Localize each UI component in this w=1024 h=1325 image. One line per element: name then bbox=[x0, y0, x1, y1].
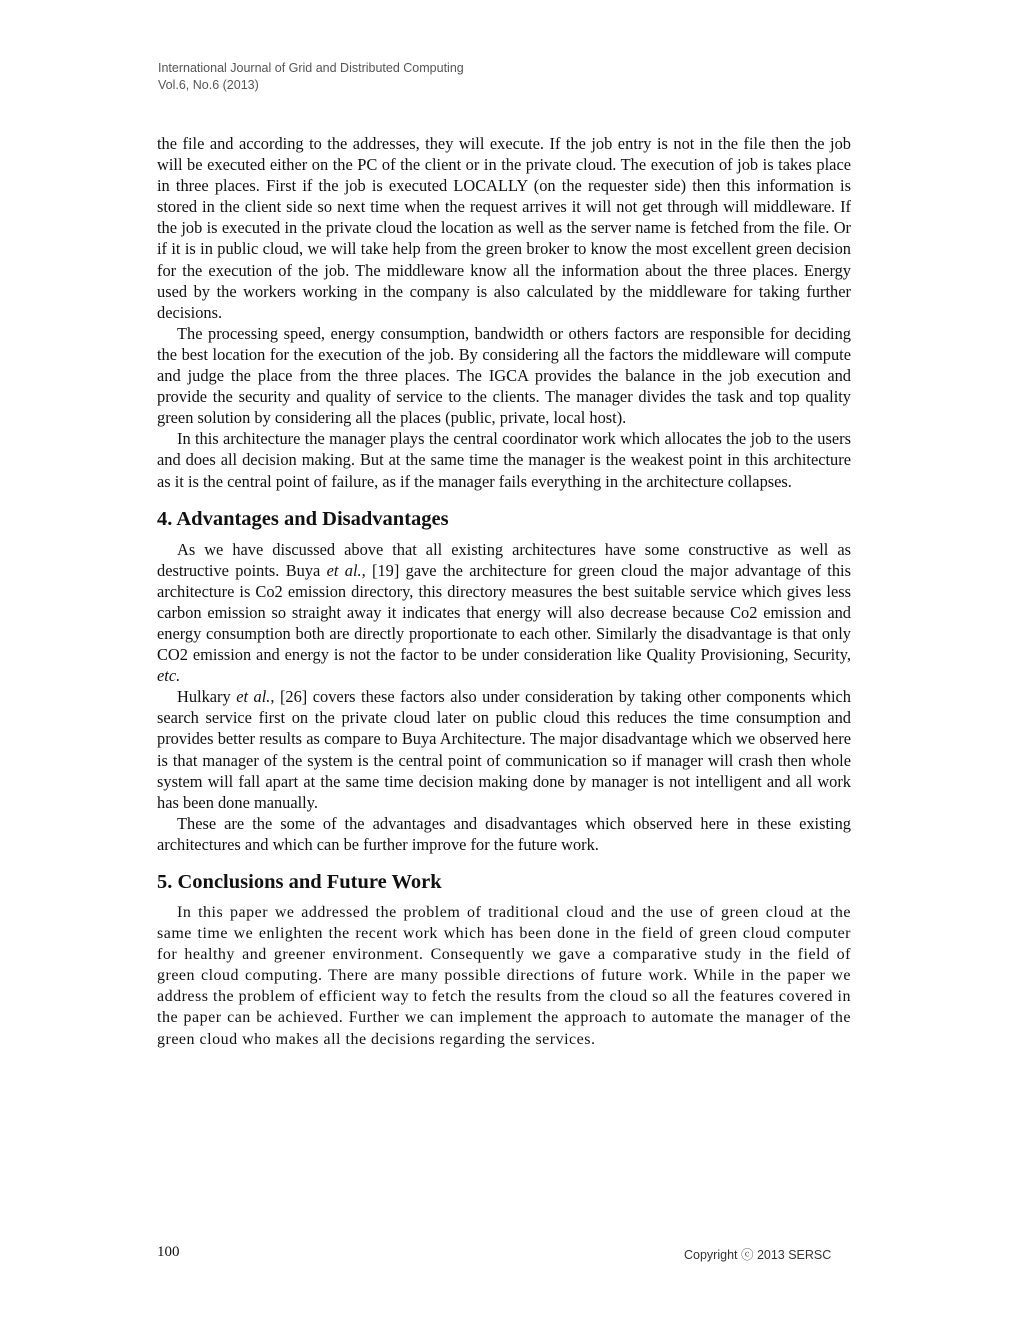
text-span: As we have discussed above that all existing architectures have some constructive as well as destructive points. Buya bbox=[157, 539, 851, 580]
section-heading: 5. Conclusions and Future Work bbox=[157, 871, 442, 893]
paragraph: the file and according to the addresses, they will execute. If the job entry is not in the file then the job will be executed either on the PC of the client or in the private cloud. The execution of job is takes place in three places. First if the job is executed LOCALLY (on the requester side) then this information is stored in the client side so next time when the request arrives it will not get through will middleware. If the job is executed in the private cloud the location as well as the server name is fetched from the file. Or if it is in public cloud, we will take help from the green broker to know the most excellent green decision for the execution of the job. The middleware know all the information about the three places. Energy used by the workers working in the company is also calculated by the middleware for taking further decisions. bbox=[157, 134, 851, 322]
paragraph: In this architecture the manager plays the central coordinator work which allocates the job to the users and does all decision making. But at the same time the manager is the weakest point in this architecture as it is the central point of failure, as if the manager fails everything in the architecture collapses. bbox=[157, 429, 851, 491]
conclusion-block bbox=[157, 902, 851, 1050]
paragraph: The processing speed, energy consumption, bandwidth or others factors are responsible for deciding the best location for the execution of the job. By considering all the factors the middleware will compute and judge the place from the three places. The IGCA provides the balance in the job execution and provide the security and quality of service to the clients. The manager divides the task and top quality green solution by considering all the places (public, private, local host). bbox=[157, 323, 851, 428]
page-number: 100 bbox=[157, 1244, 180, 1260]
paragraph bbox=[157, 539, 851, 687]
journal-name: International Journal of Grid and Distributed Computing bbox=[158, 61, 464, 75]
italic-text: et al. bbox=[326, 560, 362, 580]
section-heading: 4. Advantages and Disadvantages bbox=[157, 507, 449, 530]
text-span: , [26] covers these factors also under consideration by taking other components which search service first on the private cloud later on public cloud this reduces the time consumption and provides better results as compare to Buya Architecture. The major disadvantage which we observed here is that manager of the system is the central point of communication so if manager will crash then whole system will fall apart at the same time decision making done by manager is not intelligent and all work has been done manually. bbox=[157, 687, 851, 812]
body-text bbox=[157, 133, 851, 1050]
paragraph: These are the some of the advantages and disadvantages which observed here in these existing architectures and which can be further improve for the future work. bbox=[157, 813, 851, 854]
copyright-notice: Copyright ⓒ 2013 SERSC bbox=[684, 1248, 832, 1262]
journal-volume: Vol.6, No.6 (2013) bbox=[158, 78, 259, 92]
paragraph: In this paper we addressed the problem of traditional cloud and the use of green cloud at the same time we enlighten the recent work which has been done in the field of green cloud computer for healthy and greener environment. Consequently we gave a comparative study in the field of green cloud computing. There are many possible directions of future work. While in the paper we address the problem of efficient way to fetch the results from the cloud so all the features covered in the paper can be achieved. Further we can implement the approach to automate the manager of the green cloud who makes all the decisions regarding the services. bbox=[157, 904, 851, 1048]
italic-text: et al. bbox=[236, 687, 271, 707]
italic-text: etc. bbox=[157, 666, 181, 686]
paragraph bbox=[157, 686, 851, 813]
text-span: Hulkary bbox=[177, 687, 237, 707]
running-header bbox=[158, 60, 464, 94]
text-span: , [19] gave the architecture for green cloud the major advantage of this architecture is Co2 emission directory, this directory measures the best suitable service which gives less carbon emission so straight away it indicates that energy will also decrease because Co2 emission and energy consumption both are directly proportionate to each other. Similarly the disadvantage is that only CO2 emission and energy is not the factor to be under consideration like Quality Provisioning, Security, bbox=[157, 560, 851, 665]
